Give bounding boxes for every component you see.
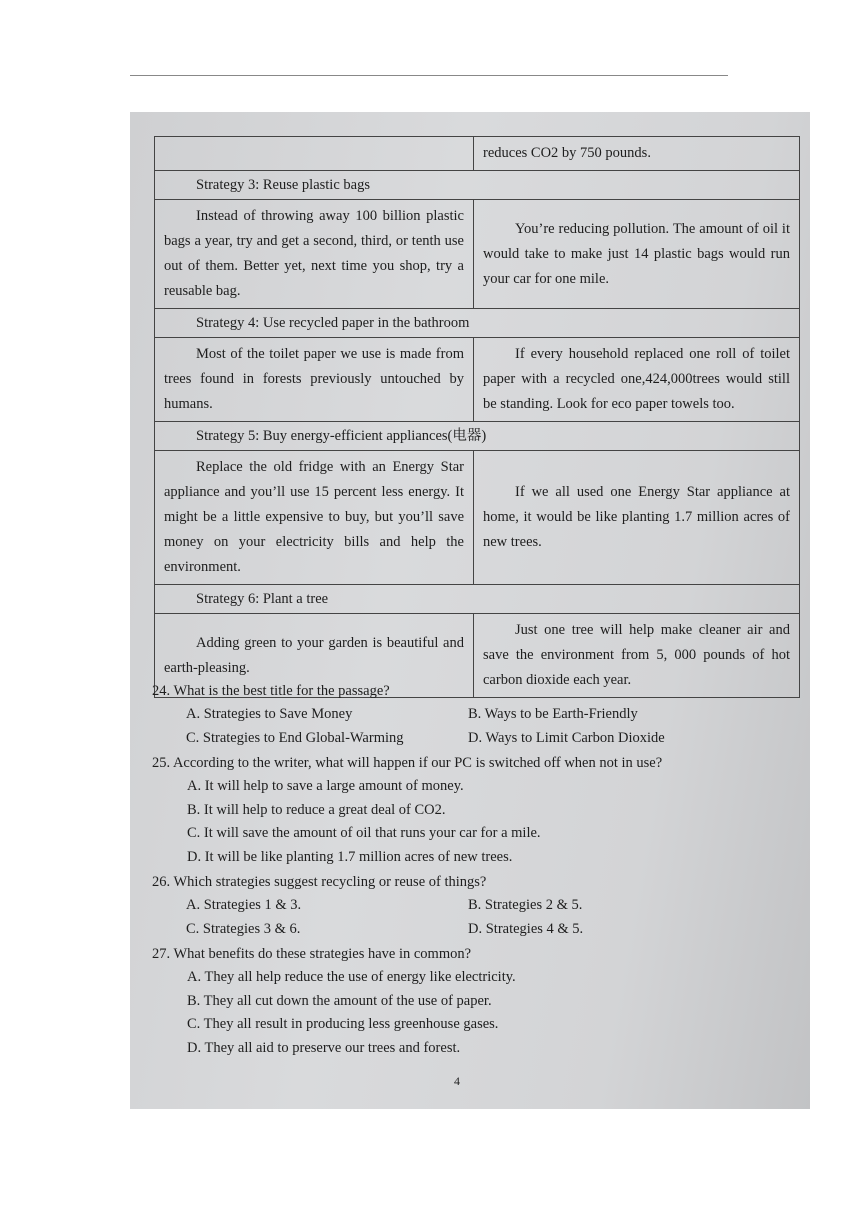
strategy-3-description: Instead of throwing away 100 billion plastic bags a year, try and get a second, third, or tenth use out of them. Better yet, next time you shop, try a reusable bag. <box>155 200 474 308</box>
strategy-5-title: Strategy 5: Buy energy-efficient appliances(电器) <box>155 422 799 451</box>
question-26: 26. Which strategies suggest recycling or reuse of things? <box>152 874 487 890</box>
option: B. They all cut down the amount of the use of paper. <box>187 992 492 1009</box>
option: A. Strategies to Save Money <box>186 706 353 722</box>
question-24: 24. What is the best title for the passage? <box>152 683 390 699</box>
option: D. Ways to Limit Carbon Dioxide <box>468 729 665 746</box>
strategy-3-benefit: You’re reducing pollution. The amount of oil it would take to make just 14 plastic bags would run your car for one mile. <box>483 220 790 287</box>
question-27-options <box>152 966 792 1060</box>
strategy-6-title: Strategy 6: Plant a tree <box>155 585 799 614</box>
option: B. Strategies 2 & 5. <box>468 897 583 913</box>
option: C. Strategies 3 & 6. <box>186 920 301 937</box>
question-26-options <box>152 894 792 941</box>
table-cell <box>155 137 474 170</box>
option: B. Ways to be Earth-Friendly <box>468 706 638 722</box>
option: D. It will be like planting 1.7 million acres of new trees. <box>187 848 513 865</box>
option: A. It will help to save a large amount of money. <box>187 778 464 794</box>
question-24-options <box>152 703 792 750</box>
strategy-4-title: Strategy 4: Use recycled paper in the bathroom <box>155 309 799 338</box>
option: C. Strategies to End Global-Warming <box>186 729 404 746</box>
question-25: 25. According to the writer, what will happen if our PC is switched off when not in use? <box>152 755 663 771</box>
option: A. Strategies 1 & 3. <box>186 897 302 913</box>
option: B. It will help to reduce a great deal of CO2. <box>187 801 446 818</box>
option: C. It will save the amount of oil that runs your car for a mile. <box>187 825 541 841</box>
question-list <box>152 678 792 1060</box>
strategy-4-benefit: If every household replaced one roll of toilet paper with a recycled one,424,000trees would still be standing. Look for eco paper towels too. <box>483 346 790 412</box>
strategy-5-benefit: If we all used one Energy Star appliance at home, it would be like planting 1.7 million acres of new trees. <box>483 484 790 550</box>
strategy-5-description: Replace the old fridge with an Energy Star appliance and you’ll use 15 percent less energy. It might be a little expensive to buy, but you’ll save money on your electricity bills and help the environment. <box>155 451 474 584</box>
option: A. They all help reduce the use of energy like electricity. <box>187 969 516 985</box>
table-row <box>155 338 799 422</box>
header-rule <box>130 75 728 76</box>
strategy-table <box>154 136 800 698</box>
table-row <box>155 200 799 309</box>
strategy-6-description: Adding green to your garden is beautiful and earth-pleasing. <box>164 634 464 676</box>
strategy-3-title: Strategy 3: Reuse plastic bags <box>155 171 799 200</box>
table-row <box>155 137 799 171</box>
page-number: 4 <box>454 1074 460 1088</box>
option: D. They all aid to preserve our trees and forest. <box>187 1039 461 1056</box>
strategy-4-description: Most of the toilet paper we use is made from trees found in forests previously untouched by humans. <box>155 338 474 421</box>
option: D. Strategies 4 & 5. <box>468 920 584 937</box>
strategy-3-benefit-cell <box>474 200 799 308</box>
strategy-6-benefit: Just one tree will help make cleaner air and save the environment from 5, 000 pounds of hot carbon dioxide each year. <box>483 622 790 688</box>
table-row <box>155 451 799 585</box>
question-27: 27. What benefits do these strategies have in common? <box>152 946 472 962</box>
table-cell: reduces CO2 by 750 pounds. <box>483 145 651 161</box>
question-25-options <box>152 775 792 869</box>
strategy-5-benefit-cell <box>474 451 799 584</box>
option: C. They all result in producing less greenhouse gases. <box>187 1016 499 1032</box>
